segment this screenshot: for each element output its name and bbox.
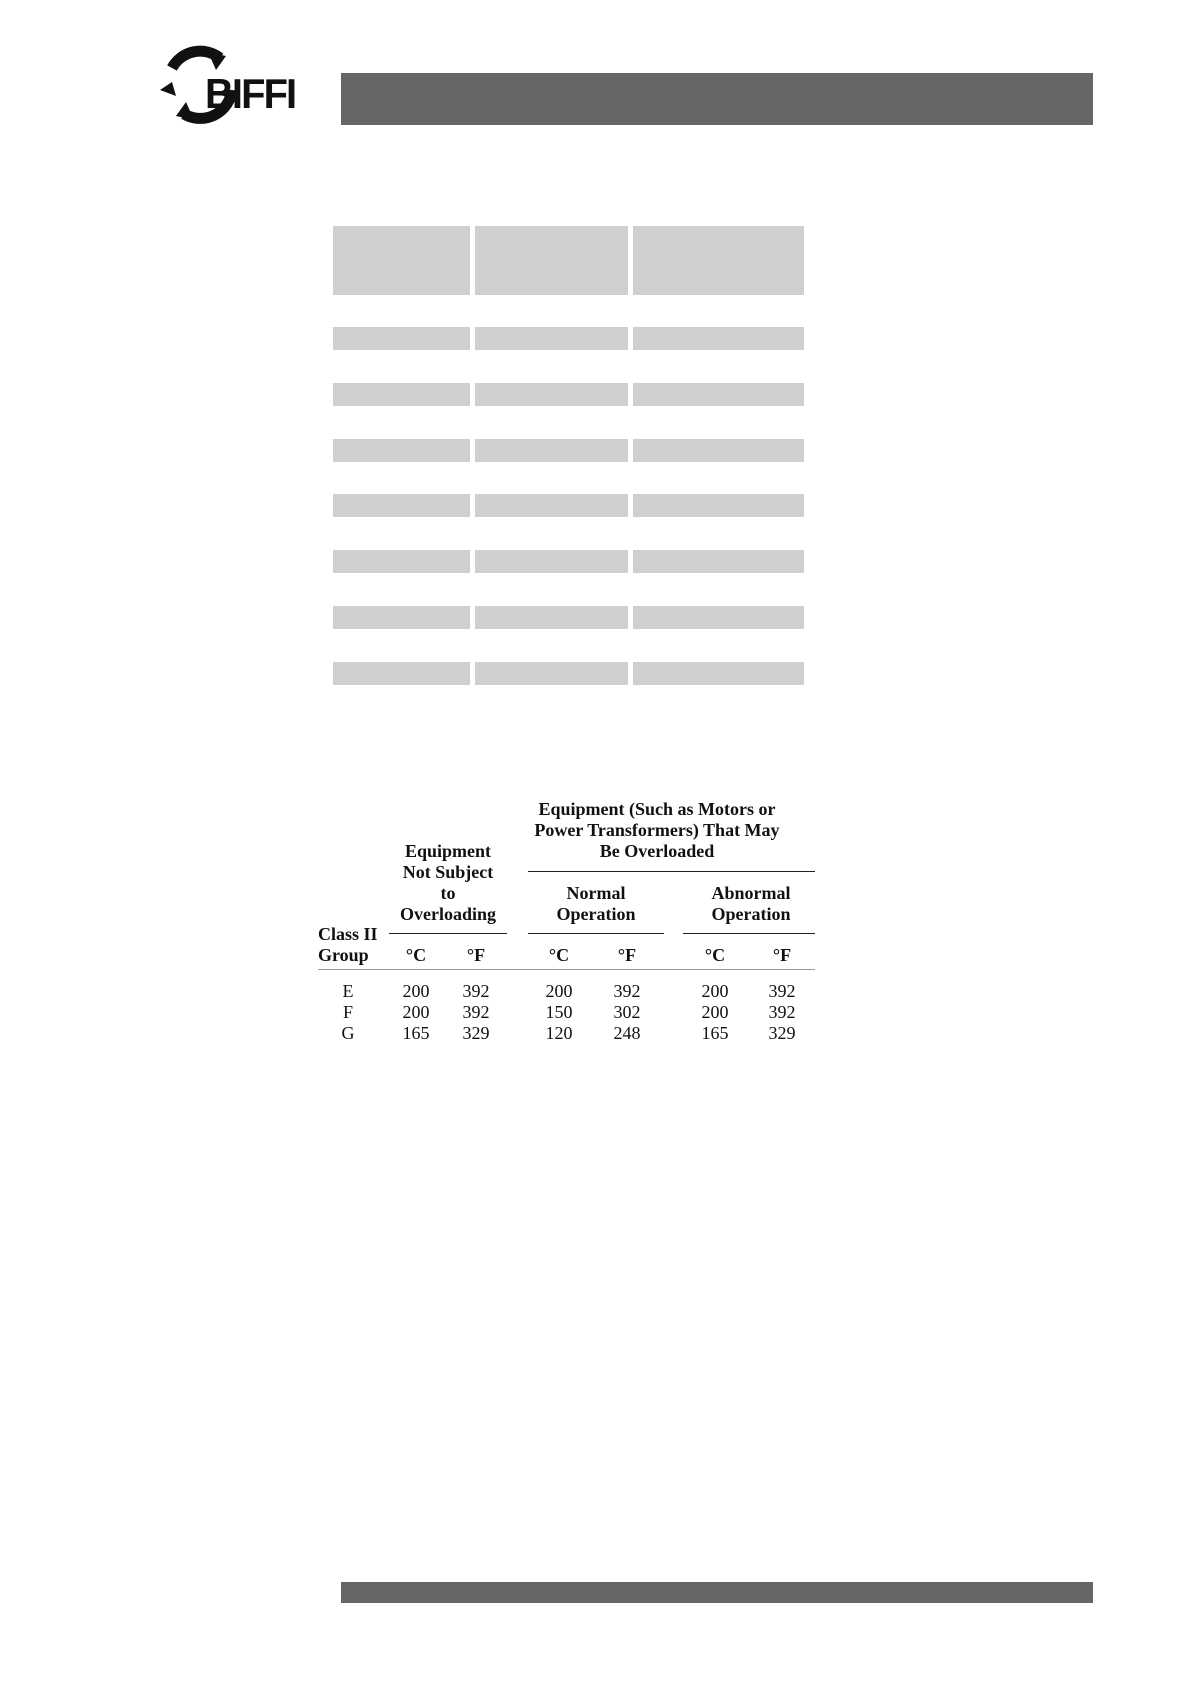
- normal-operation-line: Operation: [556, 904, 636, 924]
- abnormal-operation-line: Operation: [711, 904, 791, 924]
- value-cell: 392: [462, 1002, 490, 1022]
- value-cell: 248: [613, 1023, 641, 1043]
- value-cell: 200: [545, 981, 573, 1001]
- unit-celsius: °C: [548, 945, 570, 965]
- placeholder-header-cell: [333, 226, 470, 295]
- class-group-header-line: Class II: [318, 924, 378, 944]
- placeholder-cell: [333, 327, 470, 350]
- value-cell: 329: [462, 1023, 490, 1043]
- placeholder-cell: [633, 383, 804, 406]
- placeholder-cell: [333, 383, 470, 406]
- placeholder-header-cell: [475, 226, 628, 295]
- unit-celsius: °C: [704, 945, 726, 965]
- overloaded-header-line: Be Overloaded: [599, 841, 715, 861]
- unit-fahrenheit: °F: [466, 945, 486, 965]
- value-cell: 392: [768, 1002, 796, 1022]
- value-cell: 392: [613, 981, 641, 1001]
- value-cell: 200: [402, 981, 430, 1001]
- placeholder-cell: [633, 606, 804, 629]
- value-cell: 329: [768, 1023, 796, 1043]
- no-overload-header-line: Equipment: [404, 841, 492, 861]
- normal-operation-line: Normal: [566, 883, 626, 903]
- placeholder-cell: [475, 494, 628, 517]
- placeholder-cell: [475, 439, 628, 462]
- header-bar: [341, 73, 1093, 125]
- placeholder-cell: [633, 327, 804, 350]
- placeholder-cell: [333, 550, 470, 573]
- placeholder-cell: [633, 550, 804, 573]
- group-cell: G: [341, 1023, 355, 1043]
- no-overload-header-line: Not Subject: [402, 862, 494, 882]
- overloaded-rule: [528, 871, 815, 872]
- abnormal-operation-line: Abnormal: [711, 883, 791, 903]
- placeholder-cell: [475, 662, 628, 685]
- no-overload-header-line: Overloading: [399, 904, 496, 924]
- header-bottom-rule: [318, 969, 815, 970]
- placeholder-cell: [633, 662, 804, 685]
- unit-fahrenheit: °F: [772, 945, 792, 965]
- placeholder-cell: [475, 327, 628, 350]
- placeholder-cell: [333, 494, 470, 517]
- value-cell: 200: [701, 981, 729, 1001]
- no-overload-header-line: to: [440, 883, 456, 903]
- placeholder-table: [333, 226, 804, 686]
- placeholder-cell: [475, 606, 628, 629]
- brand-name: BIFFI: [205, 70, 296, 117]
- placeholder-cell: [475, 550, 628, 573]
- value-cell: 150: [545, 1002, 573, 1022]
- value-cell: 120: [545, 1023, 573, 1043]
- normal-operation-rule: [528, 933, 664, 934]
- value-cell: 200: [402, 1002, 430, 1022]
- overloaded-header-line: Power Transformers) That May: [534, 820, 780, 840]
- temperature-table: [318, 795, 818, 1055]
- value-cell: 200: [701, 1002, 729, 1022]
- group-cell: F: [342, 1002, 353, 1022]
- class-group-header-line: Group: [318, 945, 369, 965]
- value-cell: 165: [402, 1023, 430, 1043]
- value-cell: 302: [613, 1002, 641, 1022]
- placeholder-cell: [633, 494, 804, 517]
- abnormal-operation-rule: [683, 933, 815, 934]
- no-overload-rule: [389, 933, 507, 934]
- placeholder-cell: [333, 439, 470, 462]
- value-cell: 392: [462, 981, 490, 1001]
- value-cell: 392: [768, 981, 796, 1001]
- placeholder-cell: [633, 439, 804, 462]
- placeholder-cell: [333, 606, 470, 629]
- footer-bar: [341, 1582, 1093, 1603]
- overloaded-header-line: Equipment (Such as Motors or: [538, 799, 776, 819]
- unit-celsius: °C: [405, 945, 427, 965]
- placeholder-cell: [333, 662, 470, 685]
- unit-fahrenheit: °F: [617, 945, 637, 965]
- placeholder-cell: [475, 383, 628, 406]
- group-cell: E: [342, 981, 354, 1001]
- value-cell: 165: [701, 1023, 729, 1043]
- placeholder-header-cell: [633, 226, 804, 295]
